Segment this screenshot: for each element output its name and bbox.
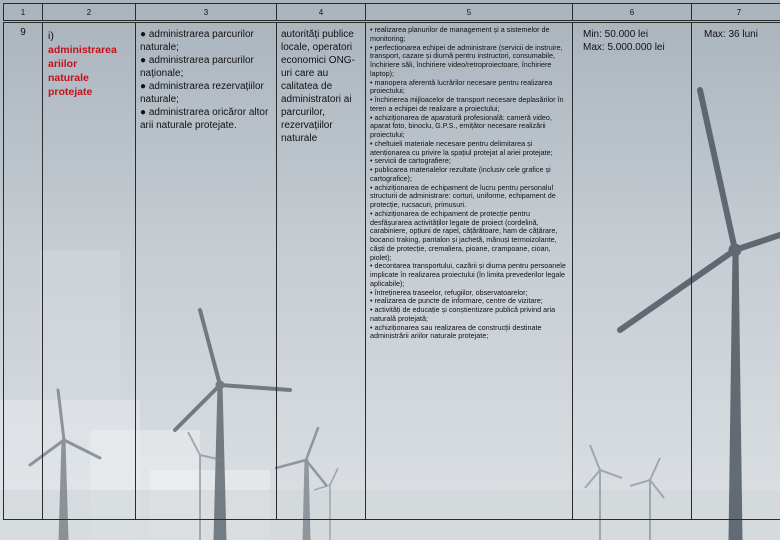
actions-cell (136, 23, 277, 520)
objective-line: administrarea (48, 44, 117, 56)
cost-item: • cheltuieli materiale necesare pentru delimitarea și atenționarea cu privire la spațiul protejat al ariei protejate; (370, 138, 553, 157)
header-col-1: 1 (4, 4, 43, 21)
cost-item: • achiziționarea de aparatură profesională: cameră video, aparat foto, binoclu, G.P.S., emițător necesare realizării proiectului; (370, 112, 552, 139)
duration-cell (692, 23, 780, 520)
objective-prefix: i) (48, 30, 54, 42)
objective-line: naturale (48, 72, 89, 84)
cost-item: • achiziționarea de echipament de protecție pentru desfășurarea activităților legate de proiect (cordelină, carabiniere, opțiuni de rapel, cățărătoare, ham de cățărare, bocanci traking, pantalon și jachetă, mănuși termoizolante, căști de protecție, cremaliera, pioane, crampoane, cioan, piolet); (370, 208, 558, 262)
cost-item: • achiziționarea de echipament de lucru pentru personalul structurii de administrare: corturi, uniforme, echipament de protecție, rucsacuri, primusuri. (370, 182, 556, 209)
action-item: ● administrarea parcurilor naționale; (140, 55, 254, 79)
cost-item: • realizarea de puncte de informare, centre de vizitare; (370, 296, 543, 306)
cost-item: • perfecționarea echipei de administrare (servicii de instruire, transport, cazare și diurnă pentru instructori, consumabile, închiriere săli, închiriere video/retroproiectoare, închiriere laptop); (370, 42, 563, 78)
action-item: ● administrarea oricăror altor arii naturale protejate. (140, 107, 269, 131)
objective-cell (43, 23, 136, 520)
cost-item: • publicarea materialelor rezultate (inclusiv cele grafice și cartografice); (370, 165, 551, 183)
cost-item: • întreținerea traseelor, refugiilor, observatoarelor; (370, 287, 528, 297)
action-item: ● administrarea parcurilor naturale; (140, 29, 254, 53)
header-col-3: 3 (136, 4, 277, 21)
cost-item: • servicii de cartografiere; (370, 156, 451, 166)
objective-line: protejate (48, 86, 93, 98)
row-number-cell (4, 23, 43, 520)
row-number: 9 (20, 27, 26, 38)
measures-table (3, 22, 780, 520)
header-col-5: 5 (366, 4, 573, 21)
cost-item: • închirierea mijloacelor de transport necesare deplasărilor în teren a echipei de realizare a proiectului; (370, 95, 564, 113)
header-col-2: 2 (43, 4, 136, 21)
beneficiaries-cell (277, 23, 366, 520)
eligible-costs-cell (366, 23, 573, 520)
header-col-6: 6 (573, 4, 692, 21)
value-min: Min: 50.000 lei (583, 29, 649, 40)
beneficiaries-text: autorități publice locale, operatori economici ONG-uri care au calitatea de administratori ai parcurilor, rezervațiilor naturale (281, 29, 355, 144)
cost-item: • manopera aferentă lucrărilor necesare pentru realizarea proiectului; (370, 77, 553, 96)
cost-item: • decontarea transportului, cazării și diurna pentru persoanele implicate în realizarea proiectului (în limita prevederilor legale aplicabile); (370, 261, 566, 288)
header-col-7: 7 (692, 4, 780, 21)
action-item: ● administrarea rezervațiilor naturale; (140, 81, 264, 105)
duration-text: Max: 36 luni (704, 29, 758, 40)
value-max: Max: 5.000.000 lei (583, 42, 665, 53)
objective-line: ariilor (48, 58, 78, 70)
cost-item: • achiziționarea sau realizarea de construcții destinate administrării ariilor naturale protejate; (370, 322, 542, 341)
value-cell (573, 23, 692, 520)
cost-item: • realizarea planurilor de management și a sistemelor de monitoring; (370, 25, 550, 43)
table-header (3, 3, 780, 21)
cost-item: • activități de educație și conștientizare publică privind aria naturală protejată; (370, 305, 556, 323)
header-col-4: 4 (277, 4, 366, 21)
table-row (4, 23, 780, 520)
